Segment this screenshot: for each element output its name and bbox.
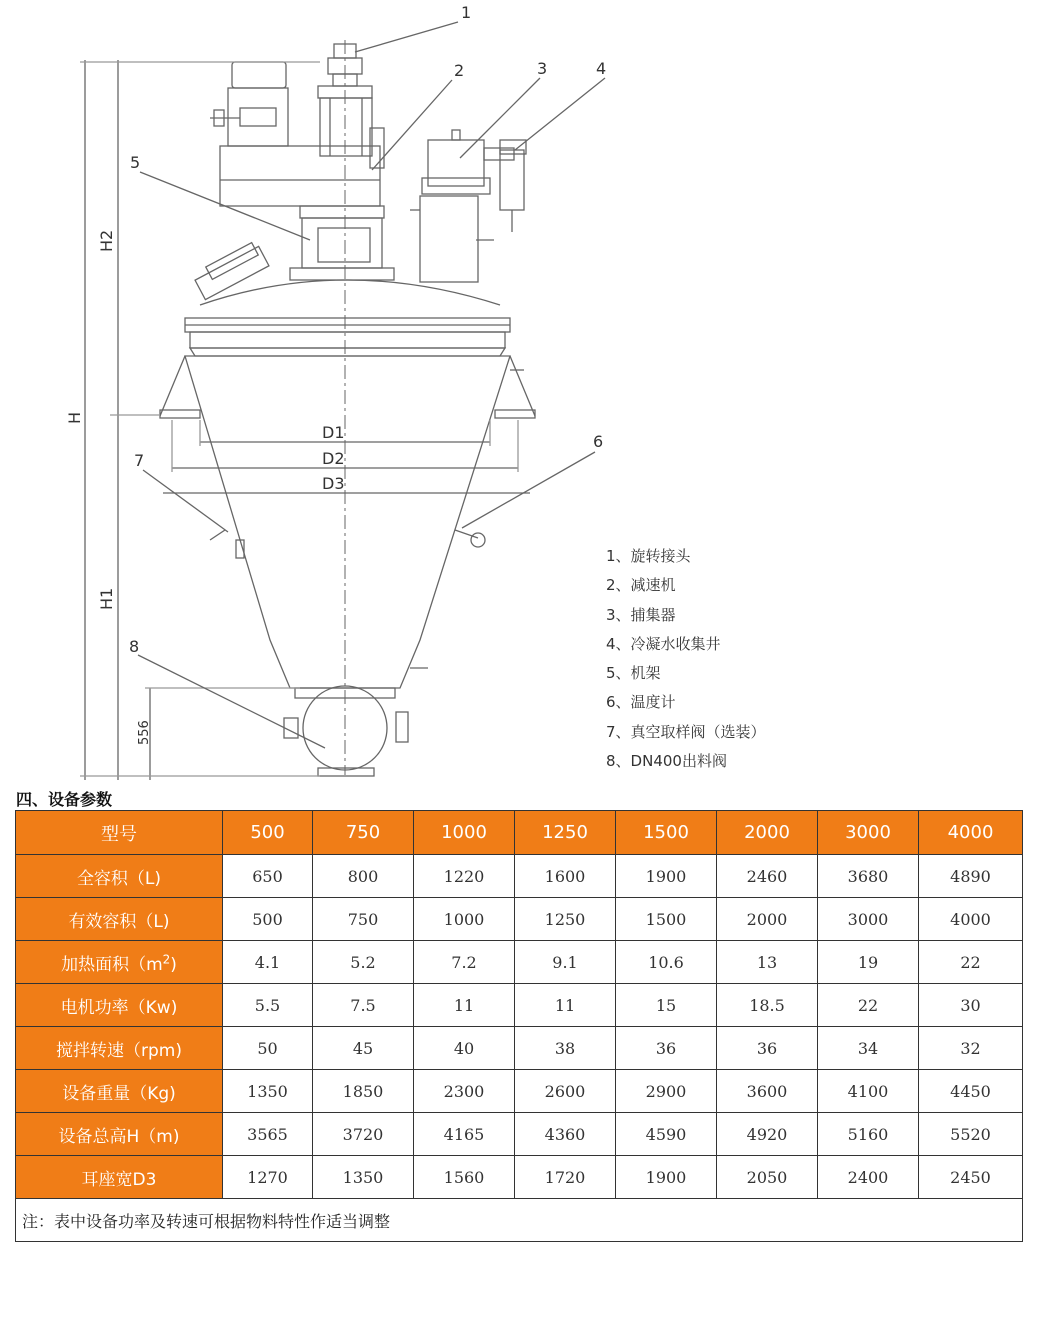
table-cell: 3600 xyxy=(717,1070,818,1113)
note-row xyxy=(16,1199,1023,1242)
dim-h2: H2 xyxy=(97,229,116,252)
callout-2: 2 xyxy=(454,61,465,80)
table-cell: 10.6 xyxy=(616,941,717,984)
table-cell: 36 xyxy=(717,1027,818,1070)
row-label: 耳座宽D3 xyxy=(16,1156,223,1199)
header-row xyxy=(16,811,1023,855)
table-cell: 7.5 xyxy=(313,984,414,1027)
parts-legend xyxy=(606,544,766,778)
table-cell: 1250 xyxy=(515,898,616,941)
table-cell: 750 xyxy=(313,898,414,941)
legend-item: 3、捕集器 xyxy=(606,605,676,624)
model-header: 1250 xyxy=(515,811,616,855)
table-cell: 1850 xyxy=(313,1070,414,1113)
legend-item: 7、真空取样阀（选装） xyxy=(606,722,766,741)
table-cell: 30 xyxy=(919,984,1023,1027)
legend-item: 4、冷凝水收集井 xyxy=(606,634,721,653)
section-title: 四、设备参数 xyxy=(16,790,113,809)
model-header: 500 xyxy=(223,811,313,855)
row-label: 电机功率（Kw) xyxy=(16,984,223,1027)
model-header: 2000 xyxy=(717,811,818,855)
table-cell: 4590 xyxy=(616,1113,717,1156)
table-cell: 4450 xyxy=(919,1070,1023,1113)
table-cell: 800 xyxy=(313,855,414,898)
dim-d2: D2 xyxy=(322,449,345,468)
parameter-table xyxy=(15,810,1023,1242)
table-row xyxy=(16,1113,1023,1156)
table-cell: 650 xyxy=(223,855,313,898)
callout-4: 4 xyxy=(596,59,607,78)
model-header: 4000 xyxy=(919,811,1023,855)
dim-d3: D3 xyxy=(322,474,345,493)
table-cell: 3000 xyxy=(818,898,919,941)
legend-item: 1、旋转接头 xyxy=(606,547,691,565)
table-cell: 2450 xyxy=(919,1156,1023,1199)
table-row xyxy=(16,941,1023,984)
model-header: 1500 xyxy=(616,811,717,855)
table-cell: 1350 xyxy=(223,1070,313,1113)
model-header: 3000 xyxy=(818,811,919,855)
table-cell: 1900 xyxy=(616,855,717,898)
row-label: 搅拌转速（rpm) xyxy=(16,1027,223,1070)
table-cell: 40 xyxy=(414,1027,515,1070)
dim-h: H xyxy=(65,411,84,424)
table-cell: 3565 xyxy=(223,1113,313,1156)
table-cell: 2300 xyxy=(414,1070,515,1113)
table-cell: 1900 xyxy=(616,1156,717,1199)
model-header: 750 xyxy=(313,811,414,855)
table-cell: 50 xyxy=(223,1027,313,1070)
table-cell: 1350 xyxy=(313,1156,414,1199)
callout-8: 8 xyxy=(129,637,140,656)
table-cell: 2600 xyxy=(515,1070,616,1113)
table-cell: 9.1 xyxy=(515,941,616,984)
row-label: 设备总高H（m) xyxy=(16,1113,223,1156)
table-row xyxy=(16,1027,1023,1070)
table-note: 注：表中设备功率及转速可根据物料特性作适当调整 xyxy=(16,1199,1023,1242)
table-cell: 500 xyxy=(223,898,313,941)
table-cell: 2000 xyxy=(717,898,818,941)
table-cell: 11 xyxy=(515,984,616,1027)
table-cell: 2900 xyxy=(616,1070,717,1113)
table-cell: 11 xyxy=(414,984,515,1027)
table-cell: 2050 xyxy=(717,1156,818,1199)
callout-3: 3 xyxy=(537,59,548,78)
table-cell: 1000 xyxy=(414,898,515,941)
legend-item: 6、温度计 xyxy=(606,693,676,712)
table-cell: 22 xyxy=(919,941,1023,984)
table-cell: 45 xyxy=(313,1027,414,1070)
table-cell: 1720 xyxy=(515,1156,616,1199)
table-cell: 38 xyxy=(515,1027,616,1070)
table-cell: 36 xyxy=(616,1027,717,1070)
table-cell: 1560 xyxy=(414,1156,515,1199)
table-cell: 4.1 xyxy=(223,941,313,984)
table-row xyxy=(16,855,1023,898)
table-row xyxy=(16,1156,1023,1199)
table-cell: 32 xyxy=(919,1027,1023,1070)
table-cell: 7.2 xyxy=(414,941,515,984)
row-label: 加热面积$(m^2)$ xyxy=(16,941,223,984)
table-cell: 1500 xyxy=(616,898,717,941)
table-cell: 34 xyxy=(818,1027,919,1070)
table-row xyxy=(16,898,1023,941)
table-cell: 4100 xyxy=(818,1070,919,1113)
table-cell: 5520 xyxy=(919,1113,1023,1156)
model-header: 1000 xyxy=(414,811,515,855)
callout-7: 7 xyxy=(134,451,145,470)
table-cell: 18.5 xyxy=(717,984,818,1027)
table-cell: 15 xyxy=(616,984,717,1027)
callout-5: 5 xyxy=(130,153,141,172)
table-cell: 22 xyxy=(818,984,919,1027)
table-cell: 5.2 xyxy=(313,941,414,984)
table-cell: 19 xyxy=(818,941,919,984)
dim-h1: H1 xyxy=(97,587,116,610)
dim-d1: D1 xyxy=(322,423,345,442)
table-cell: 4920 xyxy=(717,1113,818,1156)
row-label: 设备重量（Kg) xyxy=(16,1070,223,1113)
table-cell: 1220 xyxy=(414,855,515,898)
table-cell: 5.5 xyxy=(223,984,313,1027)
table-row xyxy=(16,984,1023,1027)
callout-6: 6 xyxy=(593,432,604,451)
table-cell: 1270 xyxy=(223,1156,313,1199)
legend-item: 8、DN400出料阀 xyxy=(606,752,727,771)
row-label: 全容积（L) xyxy=(16,855,223,898)
table-cell: 3680 xyxy=(818,855,919,898)
table-cell: 13 xyxy=(717,941,818,984)
table-cell: 2460 xyxy=(717,855,818,898)
legend-item: 5、机架 xyxy=(606,664,661,683)
table-row xyxy=(16,1070,1023,1113)
dim-556: 556 xyxy=(137,720,152,745)
table-cell: 3720 xyxy=(313,1113,414,1156)
callout-1: 1 xyxy=(461,3,472,22)
row-label: 有效容积（L) xyxy=(16,898,223,941)
table-cell: 4360 xyxy=(515,1113,616,1156)
header-label: 型号 xyxy=(16,811,223,855)
table-cell: 4890 xyxy=(919,855,1023,898)
table-cell: 2400 xyxy=(818,1156,919,1199)
table-cell: 1600 xyxy=(515,855,616,898)
legend-item: 2、减速机 xyxy=(606,576,676,595)
table-cell: 5160 xyxy=(818,1113,919,1156)
table-cell: 4165 xyxy=(414,1113,515,1156)
table-cell: 4000 xyxy=(919,898,1023,941)
